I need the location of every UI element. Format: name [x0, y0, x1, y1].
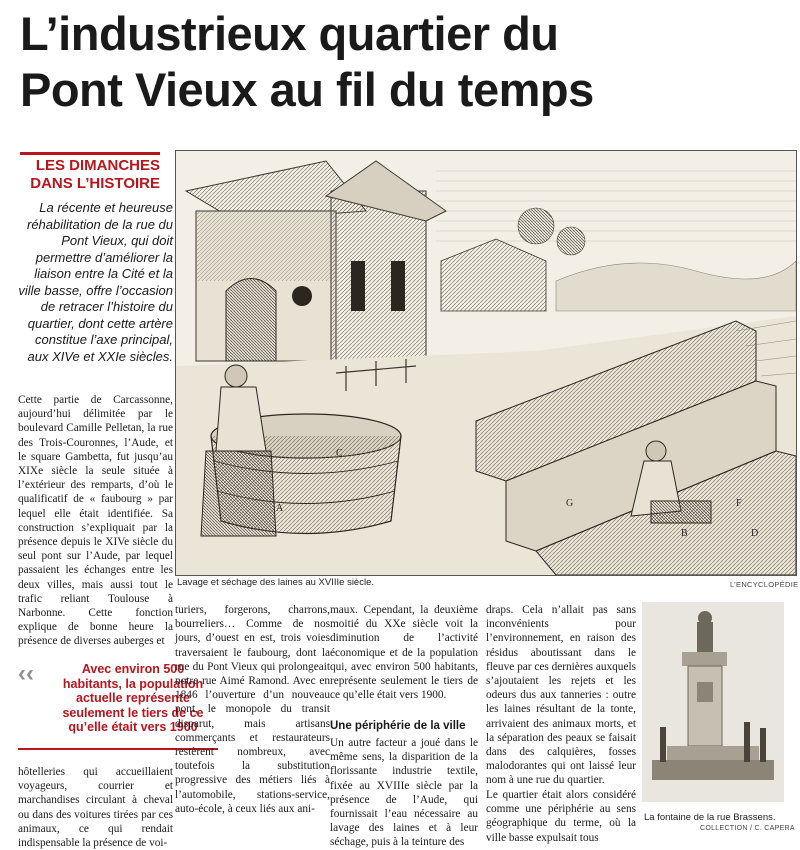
- column-3-text-b: Un autre facteur a joué dans le même sens, la disparition de la florissante industrie textile, fixée au XVIIIe siècle par la présence de l’Aude, qui fournissait l’eau nécessaire au lavage des laines et à leur séchage, puis à la teinture des: [330, 737, 478, 849]
- image-caption: Lavage et séchage des laines au XVIIIe siècle.: [177, 577, 374, 588]
- engraving-illustration: [175, 150, 797, 576]
- column-3-text-a: maux. Cependant, la deuxième moitié du XXe siècle voit la diminution de l’activité économique et de la population qui, avec environ 500 habitants, représente seulement le tiers de ce qu’elle était vers 1900.: [330, 604, 478, 702]
- section-rubric: [20, 152, 160, 193]
- image-credit: L’ENCYCLOPÉDIE: [730, 580, 799, 589]
- engraving-letter-f: F: [736, 498, 742, 509]
- column-2-text: turiers, forgerons, charrons, bourreliers… Comme de nos jours, d’ouest en est, trois voies traversaient le faubourg, dont la rue du Pont Vieux qui prolongeait notre rue Aimé Ramond. Avec en 1846 l’ouverture d’un nouveau pont, le monopole du transit disparut, mais artisans commerçants et restaurateurs restèrent nombreux, avec toutefois la substitution progressive des métiers liés à l’automobile, stations-service, auto-école, à ceux liés aux ani-: [175, 604, 330, 815]
- column-4-text: draps. Cela n’allait pas sans inconvénients pour l’environnement, en raison des résidus aboutissant dans le fleuve par ces dernières auxquels s’ajoutaient les rejets et les odeurs dus aux tanneries : outre les laines résultant de la tonte, arrivaient des animaux morts, et la séparation des peaux se faisait dans des calquières, fosses malodorantes qui ont laissé leur nom à une rue du quartier.: [486, 604, 636, 787]
- engraving-letter-g: G: [566, 498, 574, 509]
- fountain-drawing: [642, 602, 784, 802]
- rubric-line-2: DANS L’HISTOIRE: [30, 175, 160, 192]
- pull-quote-text: Avec environ 500 habitants, la population actuelle représente seulement le tiers de ce qu’elle était vers 1900: [62, 662, 204, 734]
- fountain-photo: [642, 602, 784, 802]
- photo-credit: COLLECTION / C. CAPERA: [700, 825, 795, 832]
- engraving-letter-d: D: [751, 528, 759, 539]
- engraving-letter-c: C: [336, 448, 343, 459]
- column-1-text: Cette partie de Carcassonne, aujourd’hui délimitée par le boulevard Camille Pelletan, la rue des Trois-Couronnes, l’Aude, et le square Gambetta, fut jusqu’au XIXe siècle la seule située à l’extérieur des remparts, d’où le qualificatif de « faubourg » par lequel elle était identifiée. Sa construction s’expliquait par la présence depuis le XIVe siècle du seul pont sur l’Aude, par lequel passaient les échanges entre les deux villes, mais aussi tout le trafic reliant Toulouse à Narbonne. Cette fonction explique de bonne heure la présence de diverses auberges et: [18, 394, 173, 648]
- photo-caption: La fontaine de la rue Brassens.: [644, 812, 776, 823]
- column-3-subhead: Une périphérie de la ville: [330, 720, 466, 732]
- column-4-text-b: Le quartier était alors considéré comme une périphérie au sens géographique du terme, où la ville basse expulsait tous: [486, 789, 636, 844]
- engraving-letter-a: A: [276, 503, 284, 514]
- article-lead: La récente et heureuse réhabilitation de la rue du Pont Vieux, qui doit permettre d’améliorer la liaison entre la Cité et la ville basse, offre l’occasion de retracer l’histoire du quartier, dont cette artère constitue l’axe principal, aux XIVe et XXIe siècles.: [18, 200, 173, 364]
- engraving-letter-b: B: [681, 528, 688, 539]
- article-title-line-2: Pont Vieux au fil du temps: [20, 63, 594, 116]
- engraving-drawing: [176, 151, 796, 575]
- article-title: [20, 6, 790, 118]
- quote-mark-icon: ‹‹: [18, 660, 34, 687]
- rubric-line-1: LES DIMANCHES: [35, 157, 160, 174]
- column-1-text-end: [18, 576, 173, 646]
- article-title-line-1: L’industrieux quartier du: [20, 7, 559, 60]
- column-1b-text: hôtelleries qui accueillaient voyageurs, courrier et marchandises circulant à cheval ou dans des voitures tirées par ces animaux, ce qui rendait indispensable la présence de voi-: [18, 766, 173, 850]
